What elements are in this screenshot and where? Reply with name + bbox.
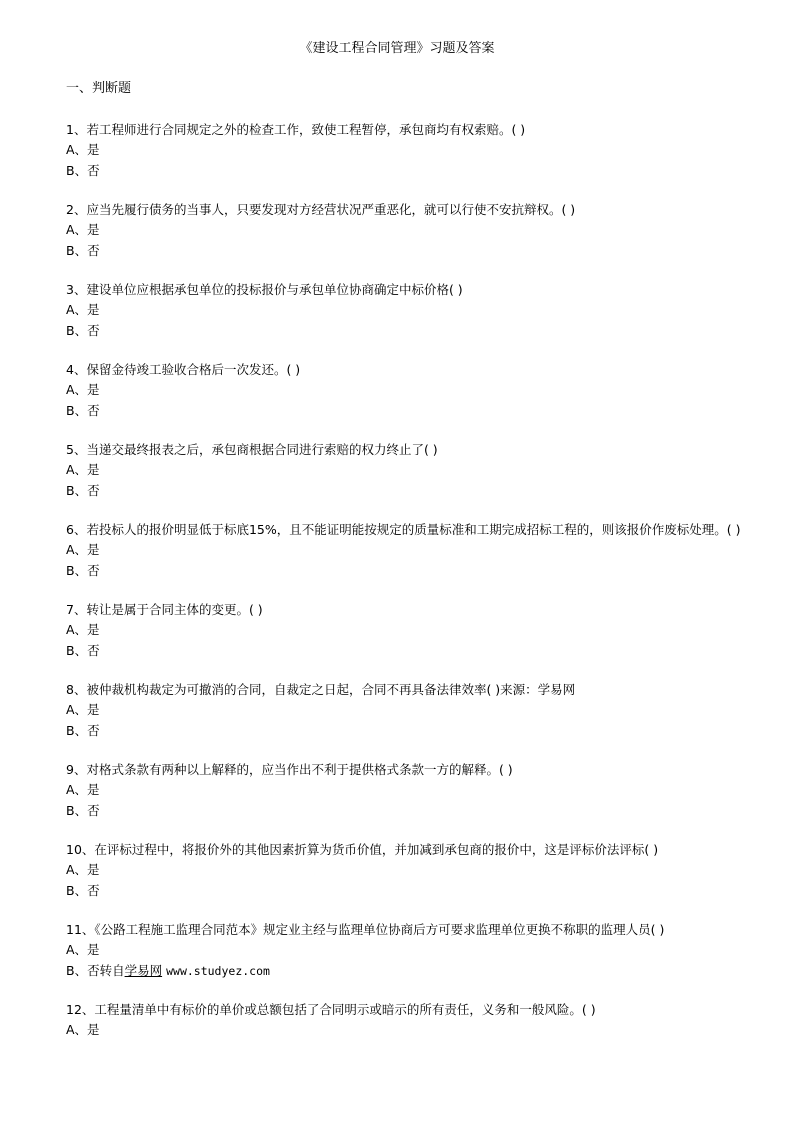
option-a: A、是 xyxy=(66,702,100,717)
option-a: A、是 xyxy=(66,622,100,637)
question-text: 12、工程量清单中有标价的单价或总额包括了合同明示或暗示的所有责任，义务和一般风险。( ) xyxy=(66,1002,596,1017)
option-a: A、是 xyxy=(66,142,100,157)
question-item-6 xyxy=(0,520,794,581)
option-a: A、是 xyxy=(66,382,100,397)
document-title: 《建设工程合同管理》习题及答案 xyxy=(299,41,495,56)
question-item-4 xyxy=(0,360,794,421)
question-item-10 xyxy=(0,840,794,901)
option-b: B、否 xyxy=(66,402,100,418)
question-item-12 xyxy=(0,1000,794,1041)
option-b-row xyxy=(0,961,794,982)
option-b: B、否 xyxy=(66,562,100,578)
question-text: 5、当递交最终报表之后，承包商根据合同进行索赔的权力终止了( ) xyxy=(66,442,438,457)
option-b: B、否 xyxy=(66,722,100,738)
question-text: 4、保留金待竣工验收合格后一次发还。( ) xyxy=(66,362,301,377)
question-item-9 xyxy=(0,760,794,821)
option-a: A、是 xyxy=(66,222,100,237)
option-b: B、否 xyxy=(66,162,100,178)
option-b: B、否 xyxy=(66,802,100,818)
question-text: 1、若工程师进行合同规定之外的检查工作，致使工程暂停，承包商均有权索赔。( ) xyxy=(66,122,526,137)
question-item-11 xyxy=(0,920,794,981)
option-b: B、否 xyxy=(66,242,100,258)
question-text: 9、对格式条款有两种以上解释的，应当作出不利于提供格式条款一方的解释。( ) xyxy=(66,762,513,777)
question-item-7 xyxy=(0,600,794,661)
option-a: A、是 xyxy=(66,1022,100,1037)
option-a: A、是 xyxy=(66,542,100,557)
question-text: 7、转让是属于合同主体的变更。( ) xyxy=(66,602,263,617)
option-b: B、否 xyxy=(66,482,100,498)
question-item-5 xyxy=(0,440,794,501)
question-item-2 xyxy=(0,200,794,261)
option-a: A、是 xyxy=(66,782,100,797)
question-text: 6、若投标人的报价明显低于标底15%，且不能证明能按规定的质量标准和工期完成招标工程的，则该报价作废标处理。( ) xyxy=(66,522,741,537)
option-a: A、是 xyxy=(66,302,100,317)
section-title: 一、判断题 xyxy=(66,81,132,96)
question-text: 3、建设单位应根据承包单位的投标报价与承包单位协商确定中标价格( ) xyxy=(66,282,463,297)
studyez-link[interactable]: 学易网 xyxy=(124,962,163,978)
question-text: 10、在评标过程中，将报价外的其他因素折算为货币价值，并加减到承包商的报价中，这是评标价法评标( ) xyxy=(66,842,659,857)
question-item-3 xyxy=(0,280,794,341)
option-b: B、否转自 xyxy=(66,962,125,978)
question-item-8 xyxy=(0,680,794,741)
option-b: B、否 xyxy=(66,642,100,658)
option-a: A、是 xyxy=(66,862,100,877)
option-a: A、是 xyxy=(66,462,100,477)
question-text: 8、被仲裁机构裁定为可撤消的合同，自裁定之日起，合同不再具备法律效率( )来源：学易网 xyxy=(66,682,576,697)
question-list xyxy=(0,120,794,1060)
question-item-1 xyxy=(0,120,794,181)
site-url: www.studyez.com xyxy=(166,963,270,978)
question-text: 11、《公路工程施工监理合同范本》规定业主经与监理单位协商后方可要求监理单位更换不称职的监理人员( ) xyxy=(66,922,665,937)
option-b: B、否 xyxy=(66,882,100,898)
option-a: A、是 xyxy=(66,942,100,957)
question-text: 2、应当先履行债务的当事人，只要发现对方经营状况严重恶化，就可以行使不安抗辩权。( ) xyxy=(66,202,576,217)
option-b: B、否 xyxy=(66,322,100,338)
